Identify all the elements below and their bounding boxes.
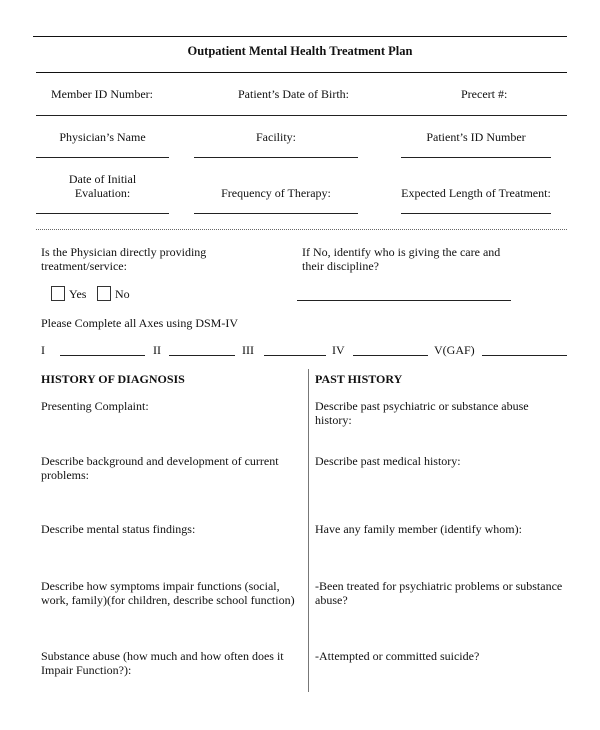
hod-item-5-line-2: Impair Function?): [41, 663, 132, 677]
axis-i-field[interactable] [60, 355, 145, 356]
title-rule [36, 72, 567, 73]
hod-item-2-line-1: Describe background and development of current [41, 454, 279, 468]
facility-label: Facility: [256, 130, 296, 144]
ph-item-2 [315, 454, 461, 468]
physician-question-2: treatment/service: [41, 259, 127, 273]
hod-item-2 [41, 454, 279, 482]
hod-item-2-line-2: problems: [41, 468, 89, 482]
ph-item-5 [315, 649, 479, 663]
axis-v-label: V(GAF) [434, 343, 475, 357]
frequency-field[interactable] [194, 213, 358, 214]
axis-iv-field[interactable] [353, 355, 428, 356]
patient-id-field[interactable] [401, 157, 551, 158]
ph-item-1-line-2: history: [315, 413, 352, 427]
initial-eval-label-2: Evaluation: [74, 186, 131, 200]
care-provider-field[interactable] [297, 300, 511, 301]
hod-item-1 [41, 399, 149, 413]
axis-iii-field[interactable] [264, 355, 326, 356]
physician-question-1: Is the Physician directly providing [41, 245, 207, 259]
member-id-label: Member ID Number: [51, 87, 153, 101]
no-checkbox[interactable] [97, 286, 111, 301]
precert-label: Precert #: [461, 87, 508, 101]
ph-item-4 [315, 579, 562, 607]
ph-item-4-line-2: abuse? [315, 593, 348, 607]
axis-i-label: I [41, 343, 45, 357]
ph-item-3-line-1: Have any family member (identify whom): [315, 522, 522, 536]
history-of-diagnosis-heading: HISTORY OF DIAGNOSIS [41, 372, 185, 386]
length-label: Expected Length of Treatment: [401, 186, 551, 200]
section-divider [36, 229, 567, 230]
top-rule [33, 36, 567, 37]
ph-item-2-line-1: Describe past medical history: [315, 454, 461, 468]
axis-v-field[interactable] [482, 355, 567, 356]
hod-item-5 [41, 649, 284, 677]
hod-item-1-line-1: Presenting Complaint: [41, 399, 149, 413]
if-no-question-1: If No, identify who is giving the care and [302, 245, 501, 259]
axis-iii-label: III [242, 343, 254, 357]
yes-checkbox[interactable] [51, 286, 65, 301]
if-no-question-2: their discipline? [302, 259, 379, 273]
ph-item-5-line-1: -Attempted or committed suicide? [315, 649, 480, 663]
row1-rule [36, 115, 567, 116]
ph-item-1-line-1: Describe past psychiatric or substance abuse [315, 399, 529, 413]
ph-item-4-line-1: -Been treated for psychiatric problems or substance [315, 579, 563, 593]
hod-item-5-line-1: Substance abuse (how much and how often does it [41, 649, 284, 663]
hod-item-3 [41, 522, 195, 536]
ph-item-1 [315, 399, 529, 427]
no-label: No [115, 287, 130, 301]
axes-instruction: Please Complete all Axes using DSM-IV [41, 316, 238, 330]
yes-label: Yes [69, 287, 87, 301]
hod-item-4-line-2: work, family)(for children, describe school function) [41, 593, 295, 607]
past-history-heading: PAST HISTORY [315, 372, 403, 386]
physician-name-label: Physician’s Name [59, 130, 146, 144]
facility-field[interactable] [194, 157, 358, 158]
initial-eval-field[interactable] [36, 213, 169, 214]
length-field[interactable] [401, 213, 551, 214]
axis-ii-label: II [153, 343, 161, 357]
frequency-label: Frequency of Therapy: [221, 186, 331, 200]
initial-eval-label-1: Date of Initial [68, 172, 137, 186]
dob-label: Patient’s Date of Birth: [238, 87, 349, 101]
hod-item-4-line-1: Describe how symptoms impair functions (social, [41, 579, 280, 593]
axis-iv-label: IV [332, 343, 345, 357]
column-divider [308, 369, 309, 692]
form-title: Outpatient Mental Health Treatment Plan [187, 44, 413, 58]
physician-name-field[interactable] [36, 157, 169, 158]
axis-ii-field[interactable] [169, 355, 235, 356]
patient-id-label: Patient’s ID Number [426, 130, 526, 144]
hod-item-4 [41, 579, 295, 607]
hod-item-3-line-1: Describe mental status findings: [41, 522, 196, 536]
ph-item-3 [315, 522, 522, 536]
